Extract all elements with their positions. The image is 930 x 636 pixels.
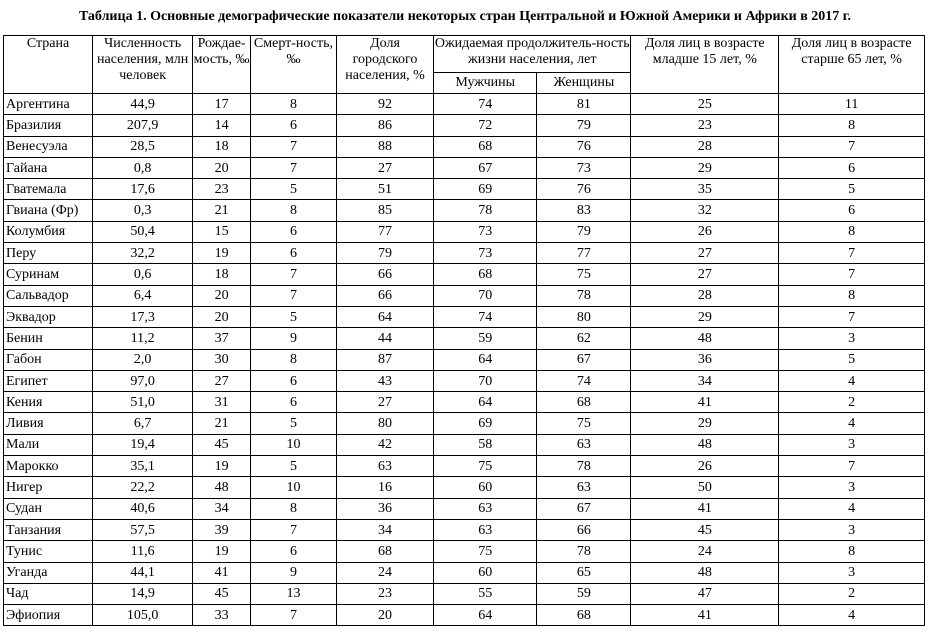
- table-row: [4, 115, 925, 136]
- cell-death: 8: [250, 200, 336, 221]
- table-row: [4, 285, 925, 306]
- table-row: [4, 477, 925, 498]
- table-row: [4, 434, 925, 455]
- table-row: [4, 583, 925, 604]
- cell-population: 28,5: [93, 136, 193, 157]
- cell-country: Уганда: [4, 562, 93, 583]
- cell-death: 5: [250, 306, 336, 327]
- cell-over65: 6: [779, 200, 925, 221]
- cell-urban: 88: [336, 136, 433, 157]
- cell-birth: 19: [193, 541, 251, 562]
- header-population: Численность населения, млн человек: [93, 36, 193, 94]
- cell-population: 17,6: [93, 179, 193, 200]
- cell-birth: 37: [193, 328, 251, 349]
- cell-under15: 26: [631, 221, 779, 242]
- cell-men: 60: [434, 562, 537, 583]
- cell-urban: 92: [336, 94, 433, 115]
- table-row: [4, 605, 925, 626]
- cell-birth: 21: [193, 200, 251, 221]
- table-row: [4, 94, 925, 115]
- cell-men: 75: [434, 456, 537, 477]
- cell-men: 67: [434, 157, 537, 178]
- cell-over65: 7: [779, 306, 925, 327]
- table-row: [4, 306, 925, 327]
- cell-over65: 3: [779, 519, 925, 540]
- cell-birth: 20: [193, 306, 251, 327]
- cell-women: 59: [537, 583, 631, 604]
- cell-population: 0,6: [93, 264, 193, 285]
- table-row: [4, 519, 925, 540]
- cell-population: 19,4: [93, 434, 193, 455]
- cell-women: 78: [537, 541, 631, 562]
- cell-country: Перу: [4, 243, 93, 264]
- cell-men: 64: [434, 349, 537, 370]
- cell-under15: 34: [631, 370, 779, 391]
- cell-country: Судан: [4, 498, 93, 519]
- cell-urban: 16: [336, 477, 433, 498]
- cell-women: 75: [537, 264, 631, 285]
- cell-over65: 8: [779, 285, 925, 306]
- cell-country: Гватемала: [4, 179, 93, 200]
- table-row: [4, 562, 925, 583]
- table-row: [4, 541, 925, 562]
- cell-country: Танзания: [4, 519, 93, 540]
- cell-urban: 34: [336, 519, 433, 540]
- cell-men: 78: [434, 200, 537, 221]
- cell-urban: 66: [336, 264, 433, 285]
- cell-birth: 15: [193, 221, 251, 242]
- cell-death: 10: [250, 434, 336, 455]
- cell-country: Аргентина: [4, 94, 93, 115]
- cell-death: 8: [250, 498, 336, 519]
- cell-under15: 25: [631, 94, 779, 115]
- cell-death: 7: [250, 285, 336, 306]
- table-row: [4, 328, 925, 349]
- cell-country: Кения: [4, 392, 93, 413]
- cell-under15: 48: [631, 328, 779, 349]
- cell-women: 76: [537, 136, 631, 157]
- cell-over65: 2: [779, 392, 925, 413]
- cell-population: 22,2: [93, 477, 193, 498]
- cell-under15: 27: [631, 243, 779, 264]
- cell-country: Колумбия: [4, 221, 93, 242]
- cell-country: Ливия: [4, 413, 93, 434]
- cell-country: Эквадор: [4, 306, 93, 327]
- cell-country: Гайана: [4, 157, 93, 178]
- cell-country: Габон: [4, 349, 93, 370]
- cell-over65: 7: [779, 136, 925, 157]
- cell-urban: 79: [336, 243, 433, 264]
- header-life-expectancy: Ожидаемая продолжитель-ность жизни населения, лет: [434, 36, 631, 73]
- table-row: [4, 456, 925, 477]
- cell-death: 9: [250, 562, 336, 583]
- cell-under15: 29: [631, 157, 779, 178]
- header-men: Мужчины: [434, 73, 537, 94]
- table-row: [4, 136, 925, 157]
- cell-birth: 45: [193, 434, 251, 455]
- cell-birth: 45: [193, 583, 251, 604]
- cell-birth: 19: [193, 456, 251, 477]
- cell-men: 73: [434, 221, 537, 242]
- cell-birth: 27: [193, 370, 251, 391]
- cell-country: Чад: [4, 583, 93, 604]
- cell-urban: 27: [336, 157, 433, 178]
- cell-country: Египет: [4, 370, 93, 391]
- cell-death: 7: [250, 519, 336, 540]
- cell-population: 207,9: [93, 115, 193, 136]
- cell-urban: 85: [336, 200, 433, 221]
- cell-population: 44,9: [93, 94, 193, 115]
- cell-population: 2,0: [93, 349, 193, 370]
- cell-country: Бразилия: [4, 115, 93, 136]
- cell-urban: 64: [336, 306, 433, 327]
- cell-women: 79: [537, 221, 631, 242]
- cell-country: Сальвадор: [4, 285, 93, 306]
- cell-under15: 36: [631, 349, 779, 370]
- cell-under15: 28: [631, 285, 779, 306]
- cell-country: Нигер: [4, 477, 93, 498]
- cell-under15: 45: [631, 519, 779, 540]
- cell-women: 65: [537, 562, 631, 583]
- cell-urban: 51: [336, 179, 433, 200]
- cell-birth: 31: [193, 392, 251, 413]
- cell-under15: 26: [631, 456, 779, 477]
- cell-women: 78: [537, 285, 631, 306]
- cell-population: 17,3: [93, 306, 193, 327]
- cell-birth: 39: [193, 519, 251, 540]
- cell-urban: 68: [336, 541, 433, 562]
- cell-women: 66: [537, 519, 631, 540]
- cell-men: 75: [434, 541, 537, 562]
- cell-country: Бенин: [4, 328, 93, 349]
- cell-urban: 43: [336, 370, 433, 391]
- cell-death: 6: [250, 115, 336, 136]
- cell-over65: 7: [779, 456, 925, 477]
- header-women: Женщины: [537, 73, 631, 94]
- cell-birth: 18: [193, 264, 251, 285]
- cell-urban: 77: [336, 221, 433, 242]
- cell-over65: 4: [779, 413, 925, 434]
- cell-birth: 41: [193, 562, 251, 583]
- cell-women: 76: [537, 179, 631, 200]
- cell-country: Эфиопия: [4, 605, 93, 626]
- cell-over65: 7: [779, 243, 925, 264]
- cell-birth: 14: [193, 115, 251, 136]
- header-over-65: Доля лиц в возрасте старше 65 лет, %: [779, 36, 925, 94]
- header-birth-rate: Рождае-мость, ‰: [193, 36, 251, 94]
- cell-women: 67: [537, 498, 631, 519]
- cell-men: 55: [434, 583, 537, 604]
- cell-women: 74: [537, 370, 631, 391]
- cell-death: 8: [250, 349, 336, 370]
- table-title: Таблица 1. Основные демографические показатели некоторых стран Центральной и Южной Америки и Африки в 2017 г.: [78, 9, 852, 24]
- cell-women: 67: [537, 349, 631, 370]
- cell-population: 97,0: [93, 370, 193, 391]
- cell-over65: 4: [779, 370, 925, 391]
- cell-death: 6: [250, 221, 336, 242]
- table-row: [4, 243, 925, 264]
- cell-population: 6,7: [93, 413, 193, 434]
- cell-over65: 2: [779, 583, 925, 604]
- cell-death: 9: [250, 328, 336, 349]
- cell-birth: 17: [193, 94, 251, 115]
- cell-under15: 23: [631, 115, 779, 136]
- cell-death: 5: [250, 179, 336, 200]
- cell-birth: 34: [193, 498, 251, 519]
- cell-population: 32,2: [93, 243, 193, 264]
- cell-women: 79: [537, 115, 631, 136]
- cell-men: 58: [434, 434, 537, 455]
- cell-urban: 23: [336, 583, 433, 604]
- cell-country: Суринам: [4, 264, 93, 285]
- cell-over65: 7: [779, 264, 925, 285]
- cell-birth: 21: [193, 413, 251, 434]
- table-row: [4, 392, 925, 413]
- cell-country: Тунис: [4, 541, 93, 562]
- cell-population: 105,0: [93, 605, 193, 626]
- cell-death: 6: [250, 243, 336, 264]
- cell-death: 13: [250, 583, 336, 604]
- cell-men: 73: [434, 243, 537, 264]
- cell-over65: 3: [779, 562, 925, 583]
- cell-urban: 36: [336, 498, 433, 519]
- cell-urban: 63: [336, 456, 433, 477]
- cell-women: 63: [537, 434, 631, 455]
- cell-birth: 18: [193, 136, 251, 157]
- cell-urban: 20: [336, 605, 433, 626]
- cell-men: 60: [434, 477, 537, 498]
- cell-over65: 3: [779, 434, 925, 455]
- cell-women: 68: [537, 392, 631, 413]
- cell-urban: 24: [336, 562, 433, 583]
- cell-under15: 28: [631, 136, 779, 157]
- cell-under15: 47: [631, 583, 779, 604]
- cell-over65: 5: [779, 179, 925, 200]
- cell-women: 63: [537, 477, 631, 498]
- header-urban-share: Доля городского населения, %: [336, 36, 433, 94]
- cell-over65: 8: [779, 541, 925, 562]
- header-death-rate: Смерт-ность, ‰: [250, 36, 336, 94]
- cell-women: 80: [537, 306, 631, 327]
- cell-men: 63: [434, 498, 537, 519]
- cell-men: 64: [434, 605, 537, 626]
- cell-death: 5: [250, 413, 336, 434]
- cell-population: 6,4: [93, 285, 193, 306]
- header-country: Страна: [4, 36, 93, 94]
- cell-under15: 35: [631, 179, 779, 200]
- cell-urban: 80: [336, 413, 433, 434]
- cell-men: 59: [434, 328, 537, 349]
- cell-over65: 3: [779, 477, 925, 498]
- table-row: [4, 221, 925, 242]
- cell-birth: 19: [193, 243, 251, 264]
- cell-population: 14,9: [93, 583, 193, 604]
- cell-women: 75: [537, 413, 631, 434]
- cell-men: 74: [434, 306, 537, 327]
- cell-under15: 48: [631, 562, 779, 583]
- cell-men: 64: [434, 392, 537, 413]
- cell-population: 11,6: [93, 541, 193, 562]
- demographics-table: [3, 35, 925, 626]
- cell-country: Мали: [4, 434, 93, 455]
- cell-death: 7: [250, 157, 336, 178]
- table-row: [4, 200, 925, 221]
- cell-men: 69: [434, 179, 537, 200]
- table-row: [4, 349, 925, 370]
- cell-urban: 42: [336, 434, 433, 455]
- cell-under15: 41: [631, 498, 779, 519]
- cell-men: 72: [434, 115, 537, 136]
- cell-women: 73: [537, 157, 631, 178]
- cell-population: 11,2: [93, 328, 193, 349]
- cell-under15: 41: [631, 392, 779, 413]
- cell-population: 50,4: [93, 221, 193, 242]
- cell-men: 63: [434, 519, 537, 540]
- cell-birth: 23: [193, 179, 251, 200]
- cell-death: 8: [250, 94, 336, 115]
- header-under-15: Доля лиц в возрасте младше 15 лет, %: [631, 36, 779, 94]
- cell-death: 7: [250, 264, 336, 285]
- cell-birth: 30: [193, 349, 251, 370]
- cell-country: Венесуэла: [4, 136, 93, 157]
- cell-country: Гвиана (Фр): [4, 200, 93, 221]
- cell-death: 6: [250, 541, 336, 562]
- cell-under15: 50: [631, 477, 779, 498]
- cell-population: 40,6: [93, 498, 193, 519]
- cell-birth: 48: [193, 477, 251, 498]
- cell-country: Марокко: [4, 456, 93, 477]
- table-row: [4, 179, 925, 200]
- cell-under15: 41: [631, 605, 779, 626]
- cell-women: 83: [537, 200, 631, 221]
- table-body: [4, 94, 925, 626]
- cell-women: 62: [537, 328, 631, 349]
- cell-over65: 8: [779, 115, 925, 136]
- table-row: [4, 157, 925, 178]
- cell-women: 81: [537, 94, 631, 115]
- cell-under15: 48: [631, 434, 779, 455]
- cell-death: 6: [250, 392, 336, 413]
- cell-birth: 33: [193, 605, 251, 626]
- cell-urban: 66: [336, 285, 433, 306]
- cell-death: 6: [250, 370, 336, 391]
- cell-urban: 44: [336, 328, 433, 349]
- table-row: [4, 370, 925, 391]
- cell-death: 7: [250, 136, 336, 157]
- cell-population: 57,5: [93, 519, 193, 540]
- cell-death: 5: [250, 456, 336, 477]
- cell-men: 70: [434, 285, 537, 306]
- cell-death: 7: [250, 605, 336, 626]
- cell-population: 51,0: [93, 392, 193, 413]
- cell-urban: 27: [336, 392, 433, 413]
- cell-urban: 86: [336, 115, 433, 136]
- cell-men: 68: [434, 136, 537, 157]
- cell-under15: 27: [631, 264, 779, 285]
- table-row: [4, 498, 925, 519]
- cell-birth: 20: [193, 285, 251, 306]
- cell-urban: 87: [336, 349, 433, 370]
- cell-under15: 32: [631, 200, 779, 221]
- cell-over65: 11: [779, 94, 925, 115]
- cell-population: 0,3: [93, 200, 193, 221]
- cell-under15: 24: [631, 541, 779, 562]
- cell-over65: 4: [779, 498, 925, 519]
- cell-men: 70: [434, 370, 537, 391]
- cell-population: 0,8: [93, 157, 193, 178]
- cell-under15: 29: [631, 306, 779, 327]
- cell-women: 78: [537, 456, 631, 477]
- cell-over65: 6: [779, 157, 925, 178]
- cell-over65: 3: [779, 328, 925, 349]
- cell-women: 77: [537, 243, 631, 264]
- cell-men: 74: [434, 94, 537, 115]
- cell-men: 69: [434, 413, 537, 434]
- cell-death: 10: [250, 477, 336, 498]
- cell-over65: 4: [779, 605, 925, 626]
- table-row: [4, 264, 925, 285]
- cell-women: 68: [537, 605, 631, 626]
- table-row: [4, 413, 925, 434]
- cell-population: 44,1: [93, 562, 193, 583]
- cell-population: 35,1: [93, 456, 193, 477]
- cell-over65: 8: [779, 221, 925, 242]
- cell-over65: 5: [779, 349, 925, 370]
- cell-under15: 29: [631, 413, 779, 434]
- cell-men: 68: [434, 264, 537, 285]
- cell-birth: 20: [193, 157, 251, 178]
